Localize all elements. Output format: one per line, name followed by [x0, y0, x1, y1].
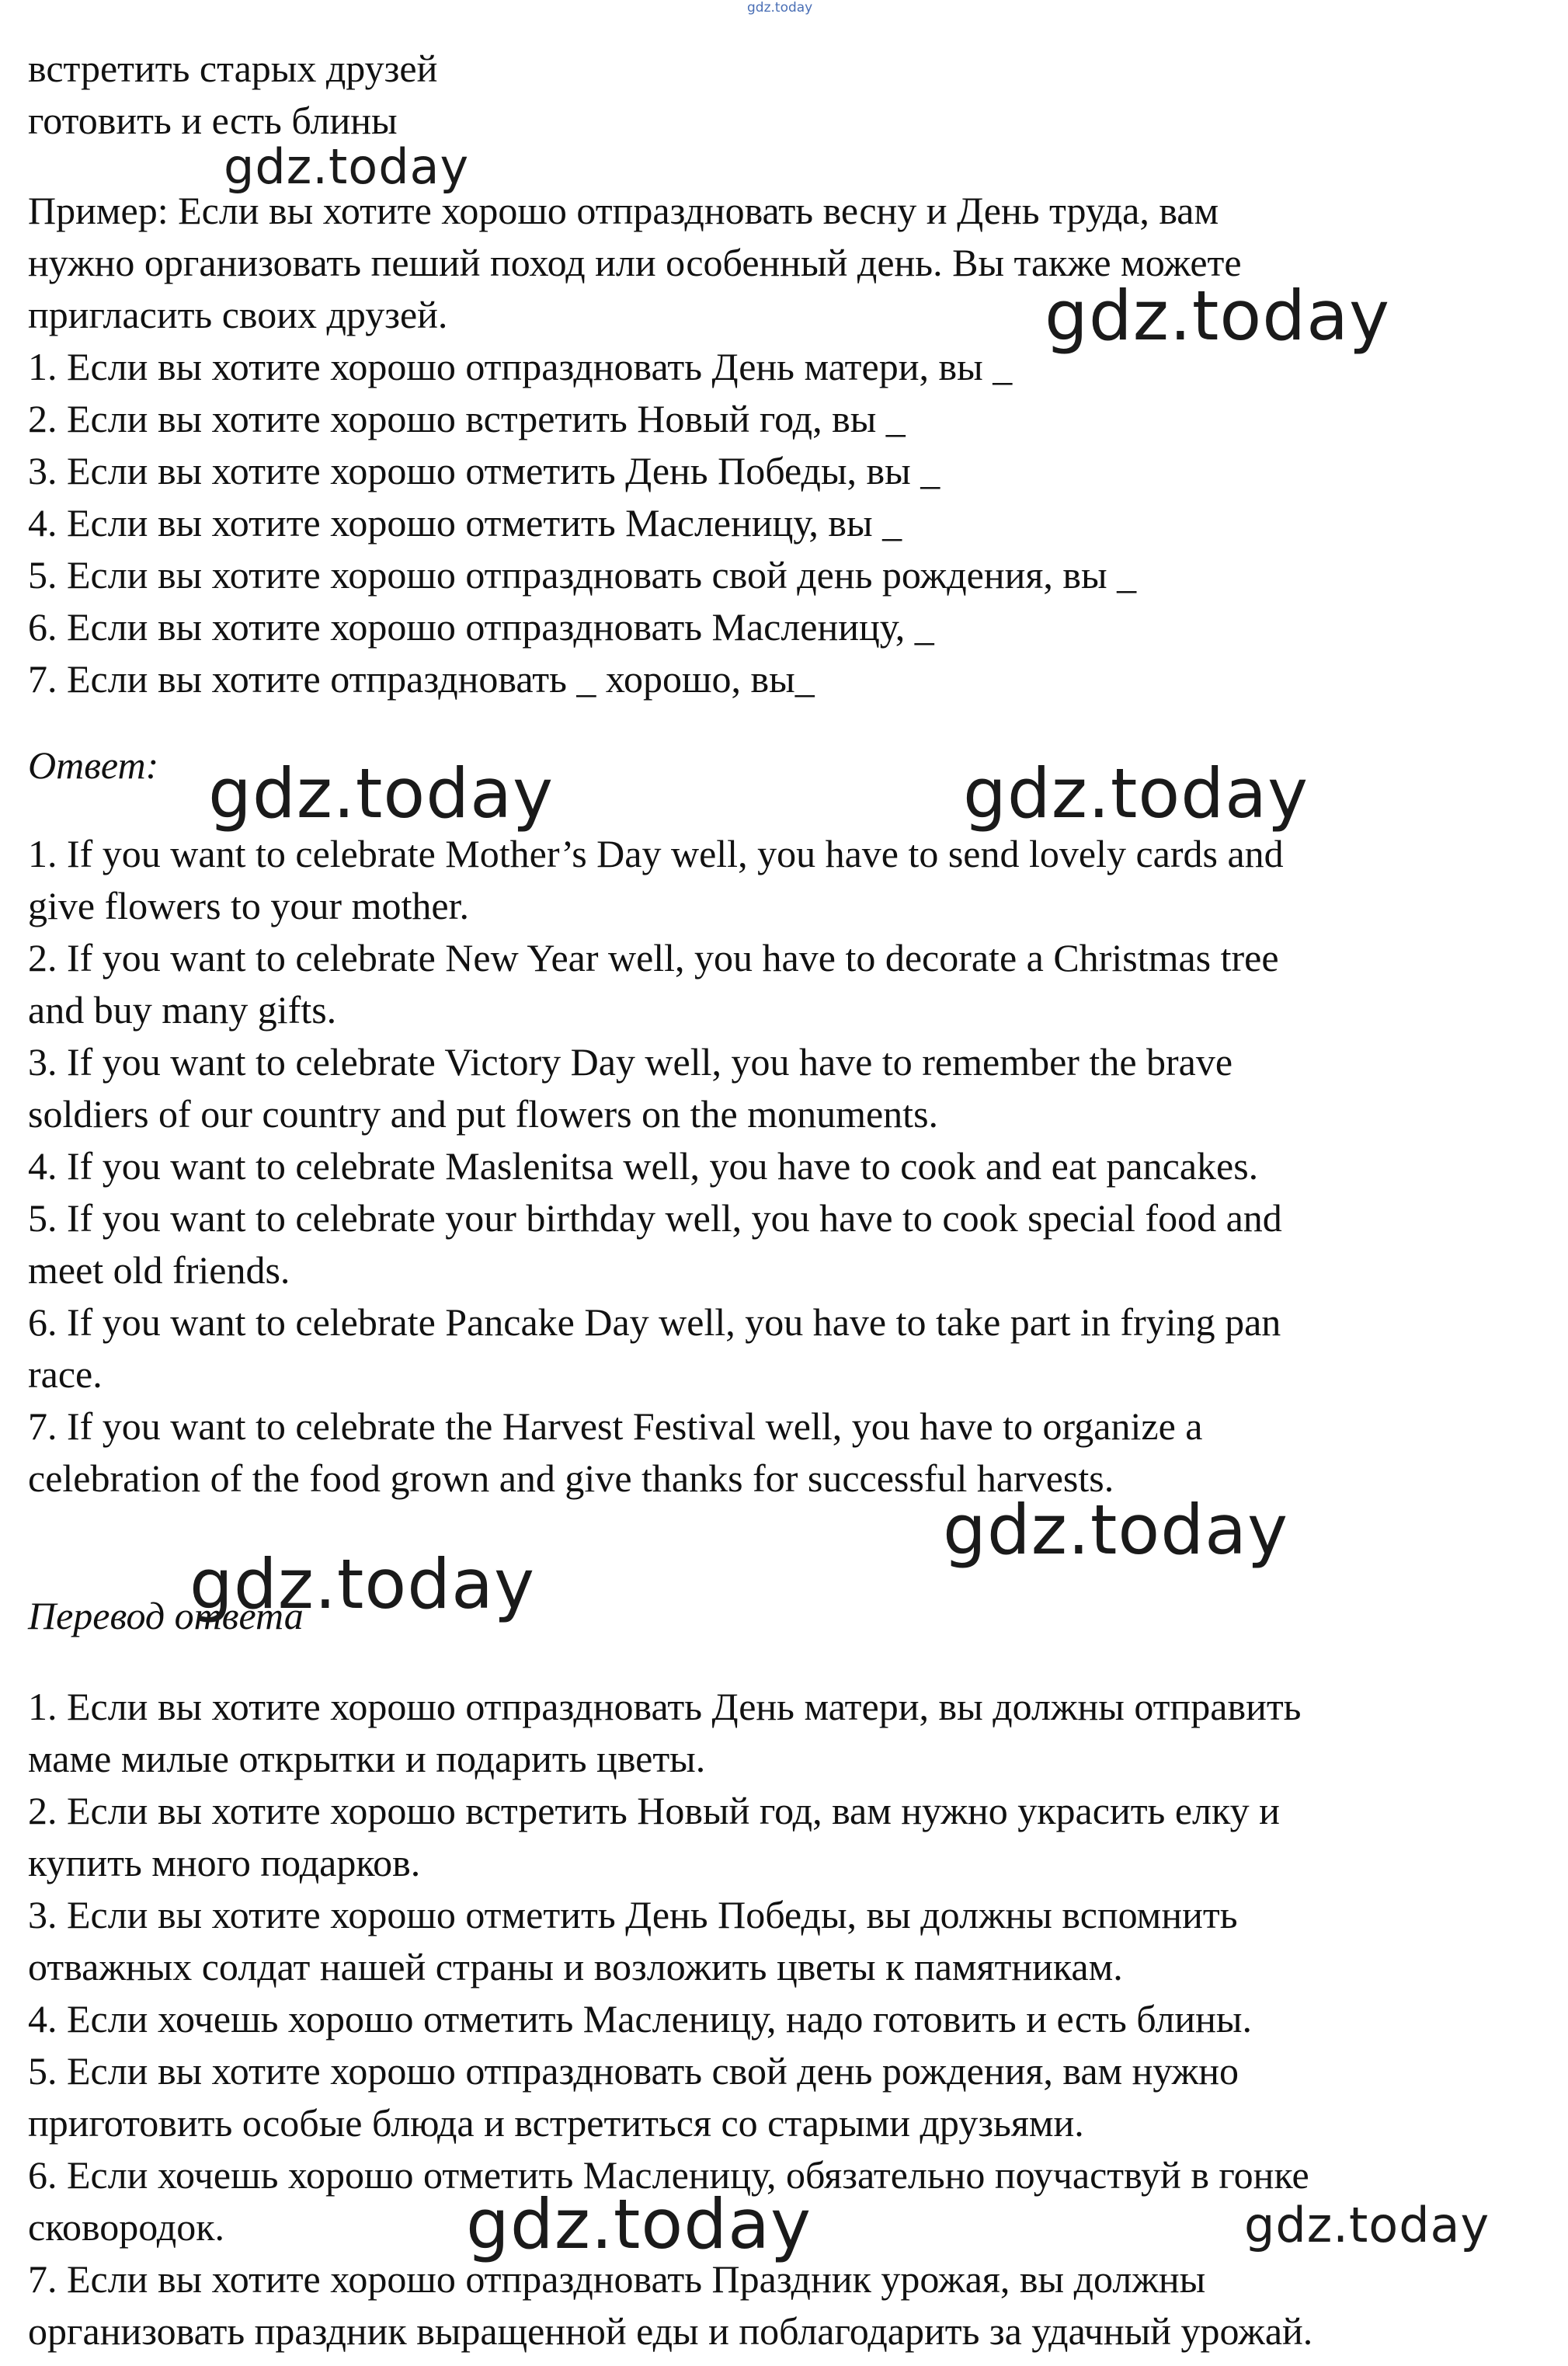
answer-line: and buy many gifts.: [28, 988, 337, 1032]
answer-line: 2. If you want to celebrate New Year well, you have to decorate a Christmas tree: [28, 936, 1279, 979]
translation-line: маме милые открытки и подарить цветы.: [28, 1737, 706, 1780]
watermark-top: gdz.today: [747, 0, 813, 16]
task-line: 1. Если вы хотите хорошо отпраздновать День матери, вы _: [28, 345, 1013, 388]
example-line: Пример: Если вы хотите хорошо отпраздновать весну и День труда, вам: [28, 189, 1219, 232]
translation-line: 1. Если вы хотите хорошо отпраздновать День матери, вы должны отправить: [28, 1685, 1302, 1728]
translation-line: сковородок.: [28, 2205, 225, 2249]
watermark: gdz.today: [943, 1490, 1289, 1570]
intro-line: встретить старых друзей: [28, 47, 438, 90]
watermark: gdz.today: [189, 1544, 536, 1624]
task-line: 4. Если вы хотите хорошо отметить Масленицу, вы _: [28, 501, 902, 545]
example-line: нужно организовать пеший поход или особенный день. Вы также можете: [28, 241, 1242, 284]
answer-line: race.: [28, 1352, 103, 1396]
example-line: пригласить своих друзей.: [28, 293, 448, 336]
task-line: 3. Если вы хотите хорошо отметить День Победы, вы _: [28, 449, 940, 492]
watermark: gdz.today: [466, 2184, 812, 2264]
answer-line: give flowers to your mother.: [28, 884, 469, 927]
task-line: 5. Если вы хотите хорошо отпраздновать свой день рождения, вы _: [28, 553, 1137, 597]
answer-line: 7. If you want to celebrate the Harvest Festival well, you have to organize a: [28, 1404, 1203, 1448]
watermark: gdz.today: [208, 753, 555, 833]
task-line: 2. Если вы хотите хорошо встретить Новый год, вы _: [28, 397, 906, 440]
intro-line: готовить и есть блины: [28, 99, 398, 142]
watermark: gdz.today: [963, 753, 1309, 833]
translation-line: 2. Если вы хотите хорошо встретить Новый год, вам нужно украсить елку и: [28, 1789, 1280, 1832]
answer-line: 4. If you want to celebrate Maslenitsa well, you have to cook and eat pancakes.: [28, 1144, 1259, 1188]
answer-line: 3. If you want to celebrate Victory Day well, you have to remember the brave: [28, 1040, 1233, 1084]
answer-line: 1. If you want to celebrate Mother’s Day well, you have to send lovely cards and: [28, 832, 1284, 875]
translation-line: купить много подарков.: [28, 1841, 421, 1884]
answer-line: 5. If you want to celebrate your birthday well, you have to cook special food and: [28, 1196, 1282, 1240]
task-line: 6. Если вы хотите хорошо отпраздновать Масленицу, _: [28, 605, 934, 649]
answer-line: meet old friends.: [28, 1248, 290, 1292]
answer-line: soldiers of our country and put flowers on the monuments.: [28, 1092, 939, 1136]
translation-line: 3. Если вы хотите хорошо отметить День Победы, вы должны вспомнить: [28, 1893, 1238, 1936]
translation-line: 7. Если вы хотите хорошо отпраздновать Праздник урожая, вы должны: [28, 2257, 1206, 2301]
answer-line: celebration of the food grown and give thanks for successful harvests.: [28, 1456, 1114, 1500]
translation-line: организовать праздник выращенной еды и поблагодарить за удачный урожай.: [28, 2309, 1313, 2353]
watermark: gdz.today: [1045, 276, 1391, 356]
translation-line: 4. Если хочешь хорошо отметить Масленицу, надо готовить и есть блины.: [28, 1997, 1253, 2041]
answer-heading: Ответ:: [28, 743, 159, 787]
answer-line: 6. If you want to celebrate Pancake Day well, you have to take part in frying pan: [28, 1300, 1281, 1344]
translation-line: 5. Если вы хотите хорошо отпраздновать свой день рождения, вам нужно: [28, 2049, 1239, 2093]
translation-heading: Перевод ответа: [28, 1594, 304, 1637]
watermark: gdz.today: [224, 138, 470, 195]
translation-line: отважных солдат нашей страны и возложить цветы к памятникам.: [28, 1945, 1123, 1988]
translation-line: приготовить особые блюда и встретиться со старыми друзьями.: [28, 2101, 1084, 2145]
watermark: gdz.today: [1244, 2197, 1490, 2253]
translation-line: 6. Если хочешь хорошо отметить Масленицу, обязательно поучаствуй в гонке: [28, 2153, 1309, 2197]
task-line: 7. Если вы хотите отпраздновать _ хорошо, вы_: [28, 657, 815, 701]
